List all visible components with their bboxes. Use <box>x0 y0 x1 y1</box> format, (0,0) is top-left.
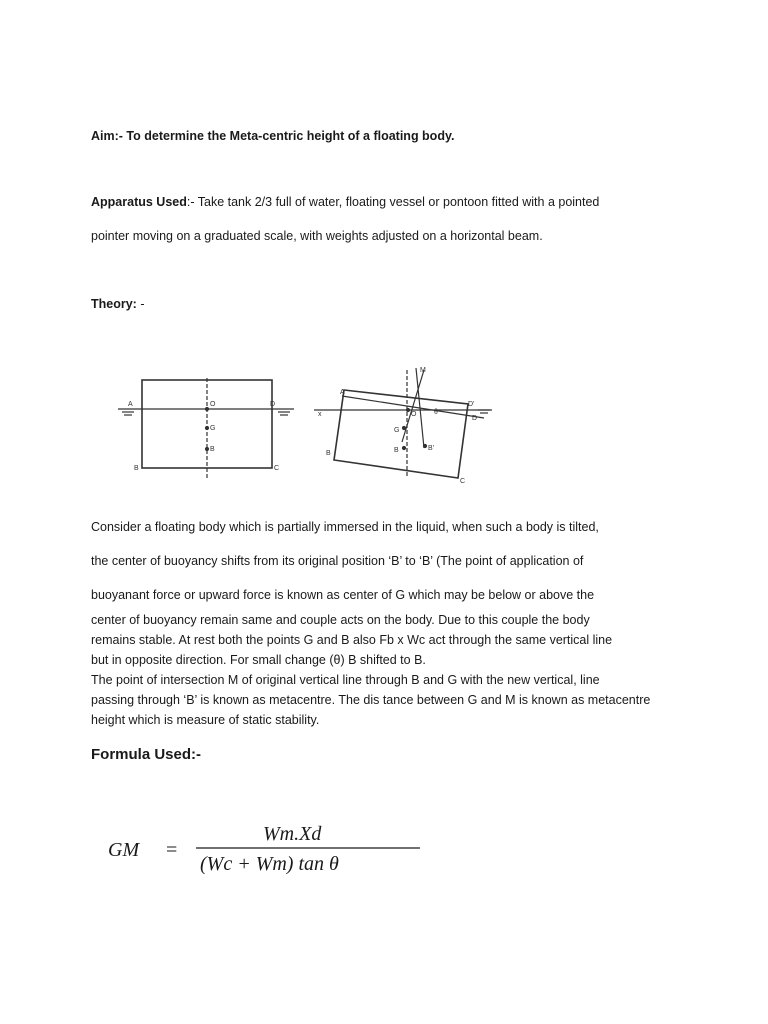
apparatus-line-1 <box>91 194 599 210</box>
theory-heading-suffix: - <box>136 297 145 311</box>
label-C-right: C <box>460 478 466 485</box>
theory-paragraph-spaced <box>91 510 691 612</box>
paragraph-line: the center of buoyancy shifts from its original position ‘B’ to ‘B’ (The point of application of <box>91 554 584 568</box>
label-O-left: O <box>210 401 216 408</box>
label-G-left: G <box>210 425 216 432</box>
label-theta: θ <box>434 409 438 416</box>
apparatus-label: Apparatus Used <box>91 195 187 209</box>
paragraph-line: passing through ‘B’ is known as metacentre. The dis tance between G and M is known as metacentre <box>91 693 651 707</box>
label-Bc-right: B <box>394 447 399 454</box>
aim-line <box>91 128 454 144</box>
label-B-left: B <box>134 465 139 472</box>
label-x: x <box>318 411 322 418</box>
label-Bprime: B' <box>428 445 435 452</box>
apparatus-text-1: :- Take tank 2/3 full of water, floating vessel or pontoon fitted with a pointed <box>186 195 600 209</box>
tilted-point-b <box>403 447 406 450</box>
theory-heading: Theory: <box>91 297 137 311</box>
aim-text: To determine the Meta-centric height of a floating body. <box>122 129 455 143</box>
label-G-right: G <box>394 427 400 434</box>
metacentre-diagram <box>112 330 530 488</box>
paragraph-line: height which is measure of static stability. <box>91 713 320 727</box>
label-M: M <box>420 367 426 374</box>
tilted-point-g <box>403 427 406 430</box>
upright-point-g <box>206 427 209 430</box>
tilted-point-bprime <box>424 445 427 448</box>
label-D-left: D <box>270 401 276 408</box>
formula-equals: = <box>166 839 178 861</box>
formula-lhs: GM <box>108 839 140 861</box>
paragraph-line: Consider a floating body which is partially immersed in the liquid, when such a body is tilted, <box>91 520 599 534</box>
label-C-left: C <box>274 465 280 472</box>
paragraph-line: center of buoyancy remain same and couple acts on the body. Due to this couple the body <box>91 613 590 627</box>
formula-numerator: Wm.Xd <box>263 823 322 845</box>
formula-heading: Formula Used:- <box>91 746 202 763</box>
apparatus-line-2: pointer moving on a graduated scale, with weights adjusted on a horizontal beam. <box>91 229 543 243</box>
paragraph-line: The point of intersection M of original vertical line through B and G with the new vertical, line <box>91 673 600 687</box>
aim-label: Aim:- <box>91 129 123 143</box>
paragraph-line: buoyanant force or upward force is known as center of G which may be below or above the <box>91 588 595 602</box>
metacentric-height-formula <box>108 818 428 878</box>
tilted-point-o <box>407 409 410 412</box>
theory-heading-line <box>91 296 144 312</box>
paragraph-line: but in opposite direction. For small change (θ) B shifted to B. <box>91 653 426 667</box>
label-A-left: A <box>128 401 133 408</box>
label-Bc-left: B <box>210 446 215 453</box>
paragraph-line: remains stable. At rest both the points G and B also Fb x Wc act through the same vertical line <box>91 633 613 647</box>
label-O-right: O <box>411 411 417 418</box>
label-A-right: A <box>340 389 345 396</box>
label-Dprime: D' <box>468 401 475 408</box>
upright-point-o <box>206 408 209 411</box>
label-D-right: D <box>472 415 478 422</box>
upright-point-b <box>206 448 209 451</box>
formula-denominator: (Wc + Wm) tan θ <box>200 853 339 875</box>
theory-paragraph-tight <box>91 610 691 730</box>
label-B-right: B <box>326 450 331 457</box>
